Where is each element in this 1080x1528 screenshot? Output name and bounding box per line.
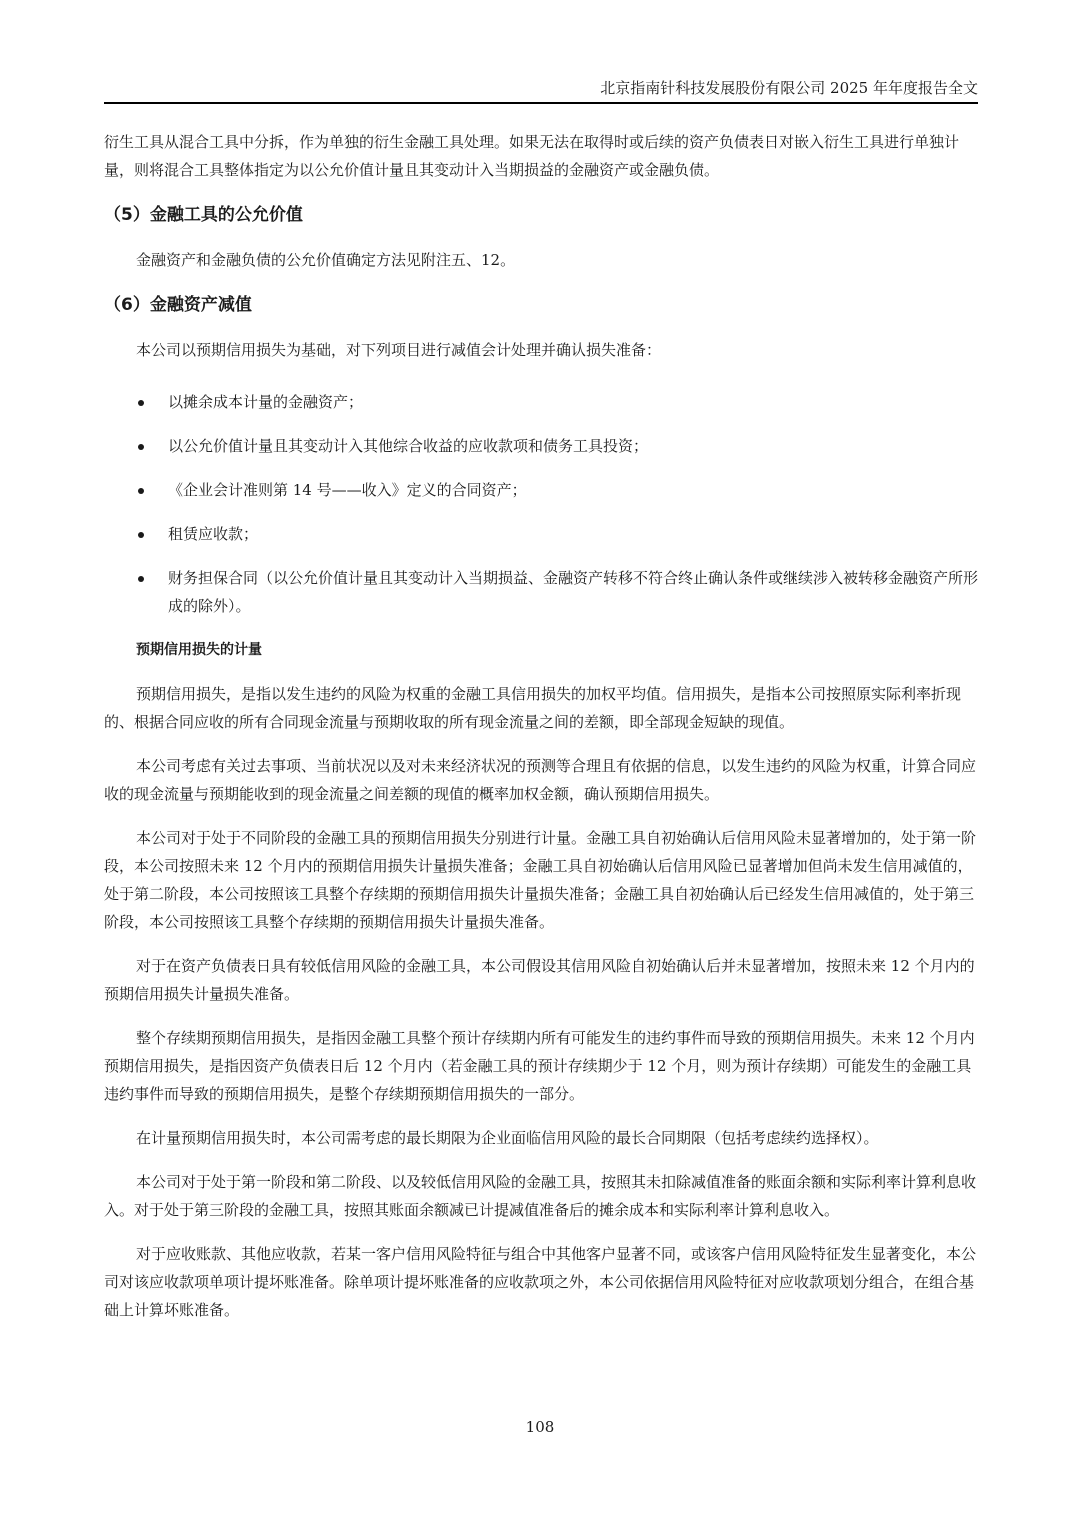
- body-paragraph: 本公司考虑有关过去事项、当前状况以及对未来经济状况的预测等合理且有依据的信息，以发生违约的风险为权重，计算合同应收的现金流量与预期能收到的现金流量之间差额的现值的概率加权金额，确认预期信用损失。: [104, 757, 977, 803]
- list-item: 以公允价值计量且其变动计入其他综合收益的应收款项和债务工具投资；: [104, 432, 978, 460]
- body-paragraph: 对于在资产负债表日具有较低信用风险的金融工具，本公司假设其信用风险自初始确认后并未显著增加，按照未来 12 个月内的预期信用损失计量损失准备。: [104, 957, 975, 1003]
- subheading-ecl-measurement: 预期信用损失的计量: [136, 642, 262, 658]
- body-paragraph: 本公司对于处于不同阶段的金融工具的预期信用损失分别进行计量。金融工具自初始确认后信用风险未显著增加的，处于第一阶段，本公司按照未来 12 个月内的预期信用损失计量损失准备；金融工具自初始确认后信用风险已显著增加但尚未发生信用减值的，处于第二阶段，本公司按照该工具整个存续期的预期信用损失计量损失准备；金融工具自初始确认后已经发生信用减值的，处于第三阶段，本公司按照该工具整个存续期的预期信用损失计量损失准备。: [104, 829, 977, 931]
- page-body: [104, 128, 978, 1340]
- bullet-icon: [138, 444, 144, 450]
- bullet-icon: [138, 576, 144, 582]
- list-item: 财务担保合同（以公允价值计量且其变动计入当期损益、金融资产转移不符合终止确认条件或继续涉入被转移金融资产所形成的除外）。: [104, 564, 978, 620]
- section-heading-impairment: （6）金融资产减值: [104, 295, 252, 315]
- report-title: 北京指南针科技发展股份有限公司 2025 年年度报告全文: [600, 79, 978, 97]
- page-header: [104, 74, 978, 104]
- body-paragraph: 本公司对于处于第一阶段和第二阶段、以及较低信用风险的金融工具，按照其未扣除减值准备的账面余额和实际利率计算利息收入。对于处于第三阶段的金融工具，按照其账面余额减已计提减值准备后的摊余成本和实际利率计算利息收入。: [104, 1173, 977, 1219]
- impairment-lead-paragraph: 本公司以预期信用损失为基础，对下列项目进行减值会计处理并确认损失准备：: [136, 341, 662, 359]
- impairment-items-list: [104, 388, 978, 620]
- list-item: 以摊余成本计量的金融资产；: [104, 388, 978, 416]
- bullet-icon: [138, 532, 144, 538]
- bullet-icon: [138, 400, 144, 406]
- bullet-icon: [138, 488, 144, 494]
- intro-paragraph: 衍生工具从混合工具中分拆，作为单独的衍生金融工具处理。如果无法在取得时或后续的资产负债表日对嵌入衍生工具进行单独计量，则将混合工具整体指定为以公允价值计量且其变动计入当期损益的金融资产或金融负债。: [104, 133, 960, 179]
- body-paragraph: 整个存续期预期信用损失，是指因金融工具整个预计存续期内所有可能发生的违约事件而导致的预期信用损失。未来 12 个月内预期信用损失，是指因资产负债表日后 12 个月内（若金融工具的预计存续期少于 12 个月，则为预计存续期）可能发生的金融工具违约事件而导致的预期信用损失，是整个存续期预期信用损失的一部分。: [104, 1029, 975, 1103]
- section-heading-fair-value: （5）金融工具的公允价值: [104, 205, 303, 225]
- fair-value-paragraph: 金融资产和金融负债的公允价值确定方法见附注五、12。: [136, 251, 516, 269]
- page-number: 108: [525, 1418, 555, 1436]
- body-paragraph: 预期信用损失，是指以发生违约的风险为权重的金融工具信用损失的加权平均值。信用损失，是指本公司按照原实际利率折现的、根据合同应收的所有合同现金流量与预期收取的所有现金流量之间的差额，即全部现金短缺的现值。: [104, 685, 962, 731]
- list-item: 租赁应收款；: [104, 520, 978, 548]
- list-item: 《企业会计准则第 14 号——收入》定义的合同资产；: [104, 476, 978, 504]
- body-paragraph: 在计量预期信用损失时，本公司需考虑的最长期限为企业面临信用风险的最长合同期限（包括考虑续约选择权）。: [136, 1129, 879, 1147]
- body-paragraph: 对于应收账款、其他应收款，若某一客户信用风险特征与组合中其他客户显著不同，或该客户信用风险特征发生显著变化，本公司对该应收款项单项计提坏账准备。除单项计提坏账准备的应收款项之外，本公司依据信用风险特征对应收款项划分组合，在组合基础上计算坏账准备。: [104, 1245, 977, 1319]
